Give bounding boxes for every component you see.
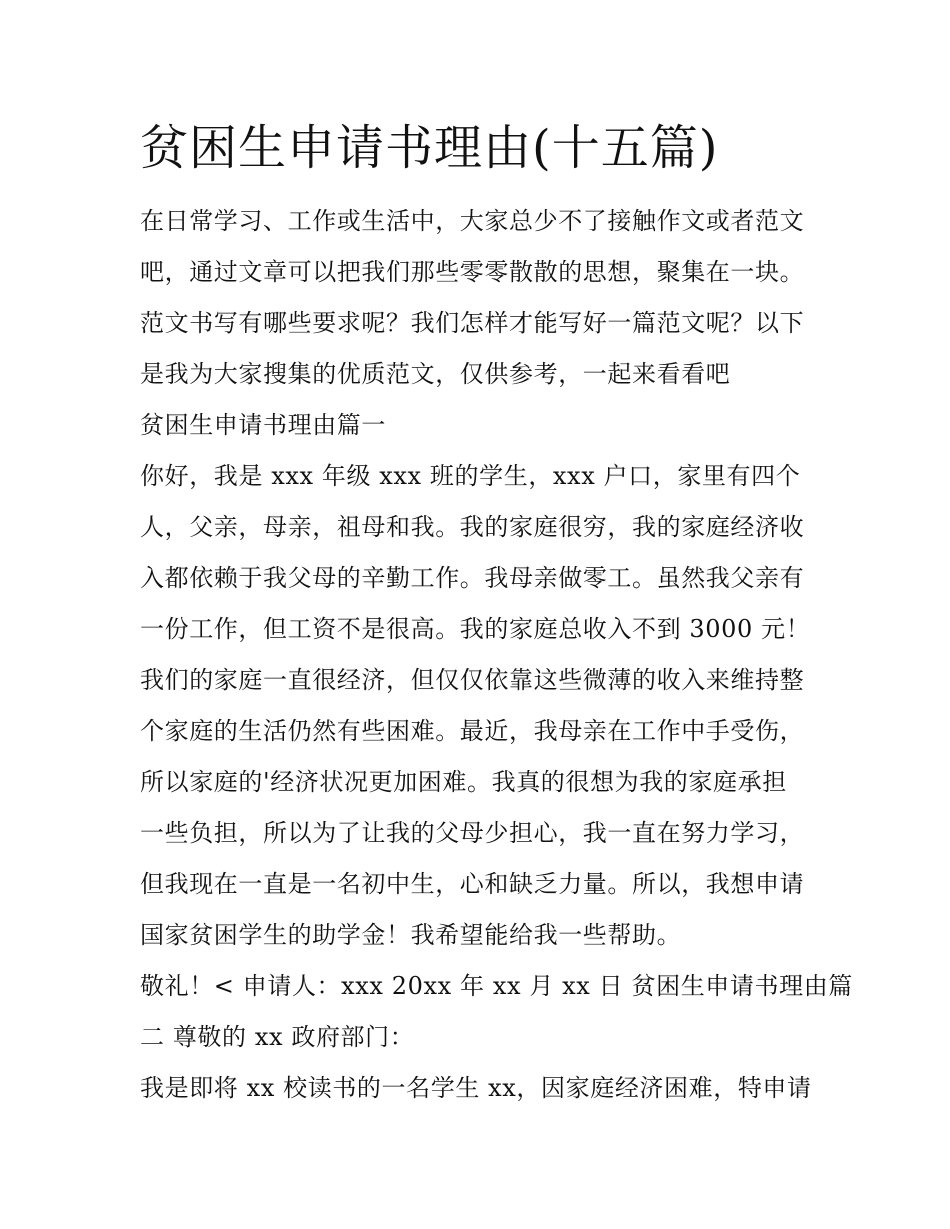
text-line: 个家庭的生活仍然有些困难。最近，我母亲在工作中手受伤， [140,717,805,745]
text-line: 在日常学习、工作或生活中，大家总少不了接触作文或者范文 [140,207,805,235]
text-line: 敬礼！< 申请人：xxx 20xx 年 xx 月 xx 日 贫困生申请书理由篇 [140,972,853,1000]
section-heading: 贫困生申请书理由篇一 [140,411,386,439]
text-line: 一些负担，所以为了让我的父母少担心，我一直在努力学习， [140,819,805,847]
text-line: 国家贫困学生的助学金！我希望能给我一些帮助。 [140,921,682,949]
text-line: 你好，我是 xxx 年级 xxx 班的学生，xxx 户口，家里有四个 [140,462,801,490]
text-line: 入都依赖于我父母的辛勤工作。我母亲做零工。虽然我父亲有 [140,564,805,592]
text-line: 是我为大家搜集的优质范文，仅供参考，一起来看看吧 [140,360,731,388]
text-line: 一份工作，但工资不是很高。我的家庭总收入不到 3000 元！ [140,615,811,643]
text-line: 所以家庭的'经济状况更加困难。我真的很想为我的家庭承担 [140,768,787,796]
document-title: 贫困生申请书理由(十五篇) [140,120,719,176]
text-line: 吧，通过文章可以把我们那些零零散散的思想，聚集在一块。 [140,258,805,286]
text-line: 范文书写有哪些要求呢？我们怎样才能写好一篇范文呢？以下 [140,309,805,337]
text-line: 但我现在一直是一名初中生，心和缺乏力量。所以，我想申请 [140,870,805,898]
text-line: 我是即将 xx 校读书的一名学生 xx，因家庭经济困难，特申请 [140,1074,812,1102]
text-line: 二 尊敬的 xx 政府部门： [140,1023,415,1051]
text-line: 人，父亲，母亲，祖母和我。我的家庭很穷，我的家庭经济收 [140,513,805,541]
text-line: 我们的家庭一直很经济，但仅仅依靠这些微薄的收入来维持整 [140,666,805,694]
